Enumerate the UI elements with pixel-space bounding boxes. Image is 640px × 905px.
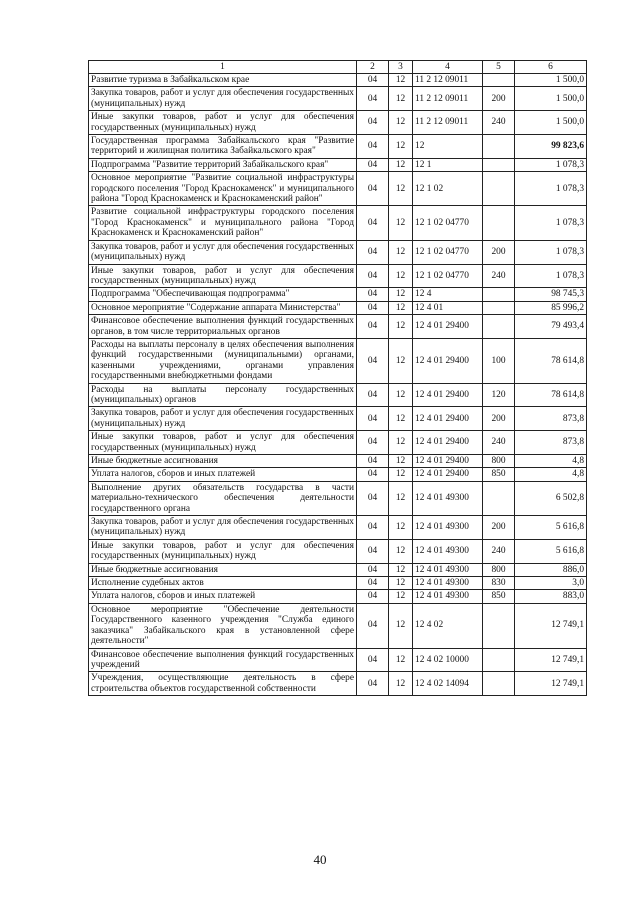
table-row (89, 288, 587, 301)
subsection-cell: 12 (389, 315, 413, 339)
amount-cell: 1 078,3 (515, 172, 587, 206)
amount-cell: 85 996,2 (515, 301, 587, 314)
target-article-cell: 12 1 02 (413, 172, 483, 206)
expense-name-cell: Иные закупки товаров, работ и услуг для обеспечения государственных (муниципальных) нужд (89, 539, 357, 563)
expense-name-cell: Иные закупки товаров, работ и услуг для обеспечения государственных (муниципальных) нужд (89, 264, 357, 288)
expense-type-cell (483, 172, 515, 206)
subsection-cell: 12 (389, 577, 413, 590)
column-header: 3 (389, 61, 413, 74)
section-cell: 04 (357, 383, 389, 407)
section-cell: 04 (357, 240, 389, 264)
section-cell: 04 (357, 577, 389, 590)
expense-name-cell: Уплата налогов, сборов и иных платежей (89, 590, 357, 603)
expense-name-cell: Закупка товаров, работ и услуг для обеспечения государственных (муниципальных) нужд (89, 240, 357, 264)
table-row (89, 74, 587, 87)
amount-cell: 3,0 (515, 577, 587, 590)
target-article-cell: 12 1 (413, 158, 483, 171)
subsection-cell: 12 (389, 481, 413, 515)
target-article-cell: 12 4 02 14094 (413, 672, 483, 696)
expense-name-cell: Иные закупки товаров, работ и услуг для обеспечения государственных (муниципальных) нужд (89, 431, 357, 455)
table-row (89, 603, 587, 648)
subsection-cell: 12 (389, 111, 413, 135)
section-cell: 04 (357, 648, 389, 672)
expense-type-cell: 200 (483, 240, 515, 264)
expense-name-cell: Учреждения, осуществляющие деятельность в сфере строительства объектов государственной собственности (89, 672, 357, 696)
target-article-cell: 12 4 (413, 288, 483, 301)
amount-cell: 4,8 (515, 468, 587, 481)
subsection-cell: 12 (389, 240, 413, 264)
expense-type-cell: 800 (483, 563, 515, 576)
expense-name-cell: Закупка товаров, работ и услуг для обеспечения государственных (муниципальных) нужд (89, 516, 357, 540)
expense-type-cell: 120 (483, 383, 515, 407)
expense-type-cell: 200 (483, 407, 515, 431)
subsection-cell: 12 (389, 431, 413, 455)
expense-type-cell: 850 (483, 590, 515, 603)
target-article-cell: 11 2 12 09011 (413, 111, 483, 135)
table-row (89, 87, 587, 111)
section-cell: 04 (357, 87, 389, 111)
target-article-cell: 12 4 01 29400 (413, 338, 483, 383)
expense-type-cell (483, 288, 515, 301)
column-header: 4 (413, 61, 483, 74)
amount-cell: 12 749,1 (515, 672, 587, 696)
table-row (89, 135, 587, 159)
subsection-cell: 12 (389, 264, 413, 288)
column-header: 1 (89, 61, 357, 74)
subsection-cell: 12 (389, 172, 413, 206)
amount-cell: 78 614,8 (515, 383, 587, 407)
target-article-cell: 12 4 01 49300 (413, 563, 483, 576)
expense-name-cell: Выполнение других обязательств государства в части материально-технического обеспечения деятельности государственного органа (89, 481, 357, 515)
amount-cell: 1 500,0 (515, 111, 587, 135)
expense-name-cell: Закупка товаров, работ и услуг для обеспечения государственных (муниципальных) нужд (89, 407, 357, 431)
amount-cell: 5 616,8 (515, 539, 587, 563)
expense-type-cell: 240 (483, 539, 515, 563)
target-article-cell: 12 4 01 29400 (413, 455, 483, 468)
target-article-cell: 11 2 12 09011 (413, 87, 483, 111)
section-cell: 04 (357, 455, 389, 468)
target-article-cell: 12 4 01 49300 (413, 539, 483, 563)
expense-name-cell: Иные бюджетные ассигнования (89, 455, 357, 468)
amount-cell: 6 502,8 (515, 481, 587, 515)
section-cell: 04 (357, 481, 389, 515)
expense-type-cell (483, 315, 515, 339)
subsection-cell: 12 (389, 383, 413, 407)
table-header-row (89, 61, 587, 74)
subsection-cell: 12 (389, 87, 413, 111)
expense-name-cell: Исполнение судебных актов (89, 577, 357, 590)
section-cell: 04 (357, 74, 389, 87)
section-cell: 04 (357, 590, 389, 603)
target-article-cell: 12 4 01 (413, 301, 483, 314)
expense-name-cell: Подпрограмма "Развитие территорий Забайкальского края" (89, 158, 357, 171)
expense-type-cell: 240 (483, 111, 515, 135)
section-cell: 04 (357, 516, 389, 540)
section-cell: 04 (357, 288, 389, 301)
section-cell: 04 (357, 603, 389, 648)
target-article-cell: 12 4 01 29400 (413, 407, 483, 431)
target-article-cell: 12 4 01 49300 (413, 590, 483, 603)
expense-name-cell: Иные закупки товаров, работ и услуг для обеспечения государственных (муниципальных) нужд (89, 111, 357, 135)
amount-cell: 883,0 (515, 590, 587, 603)
expense-type-cell (483, 206, 515, 240)
target-article-cell: 12 4 01 49300 (413, 516, 483, 540)
target-article-cell: 12 4 02 10000 (413, 648, 483, 672)
section-cell: 04 (357, 539, 389, 563)
expense-type-cell (483, 135, 515, 159)
expense-type-cell (483, 648, 515, 672)
target-article-cell: 12 (413, 135, 483, 159)
section-cell: 04 (357, 264, 389, 288)
expense-name-cell: Иные бюджетные ассигнования (89, 563, 357, 576)
target-article-cell: 12 1 02 04770 (413, 264, 483, 288)
expense-name-cell: Развитие туризма в Забайкальском крае (89, 74, 357, 87)
subsection-cell: 12 (389, 206, 413, 240)
expense-type-cell: 800 (483, 455, 515, 468)
target-article-cell: 12 1 02 04770 (413, 240, 483, 264)
table-row (89, 172, 587, 206)
table-row (89, 338, 587, 383)
expense-type-cell (483, 158, 515, 171)
expense-name-cell: Финансовое обеспечение выполнения функций государственных учреждений (89, 648, 357, 672)
section-cell: 04 (357, 338, 389, 383)
amount-cell: 886,0 (515, 563, 587, 576)
section-cell: 04 (357, 111, 389, 135)
subsection-cell: 12 (389, 158, 413, 171)
expense-name-cell: Государственная программа Забайкальского края "Развитие территорий и жилищная политика Забайкальского края" (89, 135, 357, 159)
target-article-cell: 12 4 01 29400 (413, 315, 483, 339)
subsection-cell: 12 (389, 338, 413, 383)
expense-type-cell: 200 (483, 516, 515, 540)
amount-cell: 1 078,3 (515, 240, 587, 264)
expense-type-cell: 100 (483, 338, 515, 383)
amount-cell: 873,8 (515, 407, 587, 431)
table-row (89, 648, 587, 672)
section-cell: 04 (357, 158, 389, 171)
subsection-cell: 12 (389, 603, 413, 648)
table-row (89, 539, 587, 563)
amount-cell: 873,8 (515, 431, 587, 455)
table-row (89, 516, 587, 540)
amount-cell: 12 749,1 (515, 603, 587, 648)
expense-type-cell (483, 672, 515, 696)
subsection-cell: 12 (389, 590, 413, 603)
table-body (89, 74, 587, 696)
amount-cell: 12 749,1 (515, 648, 587, 672)
target-article-cell: 12 4 01 49300 (413, 481, 483, 515)
amount-cell: 1 078,3 (515, 264, 587, 288)
expense-type-cell: 200 (483, 87, 515, 111)
table-row (89, 301, 587, 314)
expense-name-cell: Закупка товаров, работ и услуг для обеспечения государственных (муниципальных) нужд (89, 87, 357, 111)
target-article-cell: 12 4 01 29400 (413, 383, 483, 407)
target-article-cell: 12 4 01 29400 (413, 468, 483, 481)
amount-cell: 98 745,3 (515, 288, 587, 301)
subsection-cell: 12 (389, 288, 413, 301)
table-row (89, 315, 587, 339)
amount-cell: 1 078,3 (515, 206, 587, 240)
page-number: 40 (313, 852, 327, 867)
table-row (89, 455, 587, 468)
section-cell: 04 (357, 206, 389, 240)
table-row (89, 468, 587, 481)
table-row (89, 264, 587, 288)
subsection-cell: 12 (389, 468, 413, 481)
subsection-cell: 12 (389, 648, 413, 672)
subsection-cell: 12 (389, 563, 413, 576)
amount-cell: 79 493,4 (515, 315, 587, 339)
expense-name-cell: Подпрограмма "Обеспечивающая подпрограмма" (89, 288, 357, 301)
table-row (89, 590, 587, 603)
amount-cell: 1 500,0 (515, 87, 587, 111)
subsection-cell: 12 (389, 135, 413, 159)
table-row (89, 672, 587, 696)
expense-name-cell: Основное мероприятие "Содержание аппарата Министерства" (89, 301, 357, 314)
table-row (89, 481, 587, 515)
expense-name-cell: Финансовое обеспечение выполнения функций государственных органов, в том числе территориальных органов (89, 315, 357, 339)
expense-type-cell: 240 (483, 431, 515, 455)
amount-cell: 1 078,3 (515, 158, 587, 171)
expense-type-cell: 240 (483, 264, 515, 288)
subsection-cell: 12 (389, 672, 413, 696)
column-header: 5 (483, 61, 515, 74)
expense-name-cell: Основное мероприятие "Развитие социальной инфраструктуры городского поселения "Город Краснокаменск" и муниципального района "Город Краснокаменск и Краснокаменский район" (89, 172, 357, 206)
table-row (89, 577, 587, 590)
expense-type-cell (483, 301, 515, 314)
subsection-cell: 12 (389, 74, 413, 87)
section-cell: 04 (357, 407, 389, 431)
subsection-cell: 12 (389, 516, 413, 540)
amount-cell: 99 823,6 (515, 135, 587, 159)
amount-cell: 4,8 (515, 455, 587, 468)
subsection-cell: 12 (389, 301, 413, 314)
section-cell: 04 (357, 563, 389, 576)
subsection-cell: 12 (389, 539, 413, 563)
table-row (89, 383, 587, 407)
column-header: 6 (515, 61, 587, 74)
table-row (89, 240, 587, 264)
target-article-cell: 11 2 12 09011 (413, 74, 483, 87)
table-row (89, 563, 587, 576)
budget-table (88, 60, 587, 696)
table-row (89, 206, 587, 240)
target-article-cell: 12 4 01 49300 (413, 577, 483, 590)
amount-cell: 5 616,8 (515, 516, 587, 540)
expense-name-cell: Развитие социальной инфраструктуры городского поселения "Город Краснокаменск" и муниципального района "Город Краснокаменск и Краснокаменский район" (89, 206, 357, 240)
table-row (89, 111, 587, 135)
column-header: 2 (357, 61, 389, 74)
table-row (89, 407, 587, 431)
section-cell: 04 (357, 315, 389, 339)
section-cell: 04 (357, 431, 389, 455)
section-cell: 04 (357, 301, 389, 314)
target-article-cell: 12 4 01 29400 (413, 431, 483, 455)
expense-type-cell (483, 481, 515, 515)
expense-type-cell (483, 74, 515, 87)
subsection-cell: 12 (389, 455, 413, 468)
expense-name-cell: Основное мероприятие "Обеспечение деятельности Государственного казенного учреждения "Служба единого заказчика" Забайкальского края в установленной сфере деятельности" (89, 603, 357, 648)
target-article-cell: 12 1 02 04770 (413, 206, 483, 240)
expense-type-cell: 830 (483, 577, 515, 590)
section-cell: 04 (357, 172, 389, 206)
expense-name-cell: Уплата налогов, сборов и иных платежей (89, 468, 357, 481)
expense-type-cell: 850 (483, 468, 515, 481)
section-cell: 04 (357, 468, 389, 481)
table-row (89, 158, 587, 171)
target-article-cell: 12 4 02 (413, 603, 483, 648)
section-cell: 04 (357, 135, 389, 159)
expense-name-cell: Расходы на выплаты персоналу государственных (муниципальных) органов (89, 383, 357, 407)
subsection-cell: 12 (389, 407, 413, 431)
expense-name-cell: Расходы на выплаты персоналу в целях обеспечения выполнения функций государственными (муниципальными) органами, казенными учреждениями, органами управления государственными внебюджетными фондами (89, 338, 357, 383)
table-row (89, 431, 587, 455)
expense-type-cell (483, 603, 515, 648)
amount-cell: 78 614,8 (515, 338, 587, 383)
section-cell: 04 (357, 672, 389, 696)
amount-cell: 1 500,0 (515, 74, 587, 87)
